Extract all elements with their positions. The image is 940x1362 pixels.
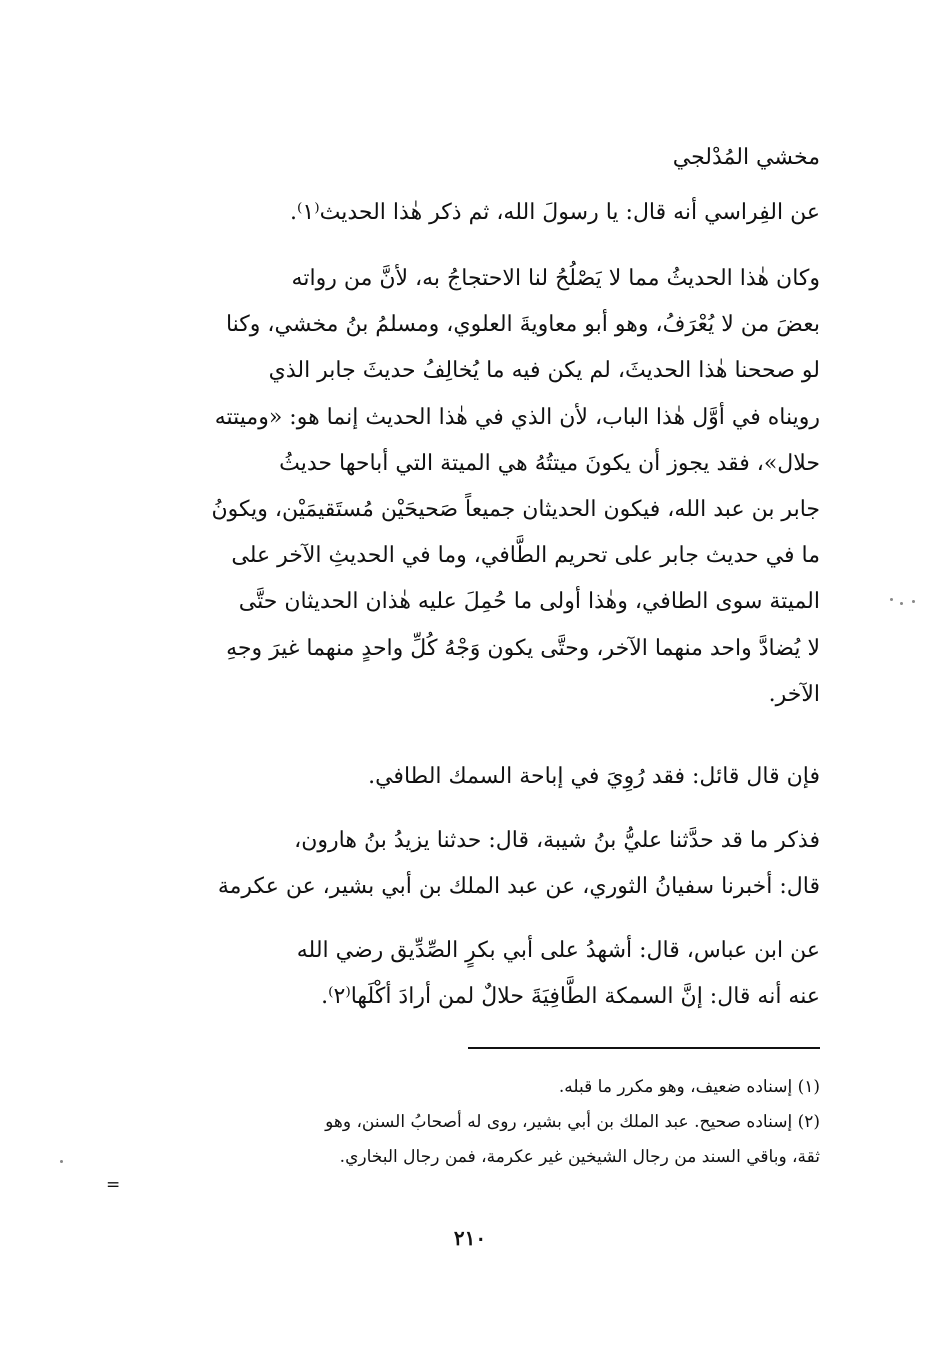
margin-speck <box>912 600 915 603</box>
footnote-2-line: ثقة، وباقي السند من رجال الشيخين غير عكرمة، فمن رجال البخاري. <box>339 1147 820 1167</box>
text-line: رويناه في أوَّل هٰذا الباب، لأن الذي في هٰذا الحديث إنما هو: «وميتته <box>214 404 820 430</box>
text-line: لا يُضادَّ واحد منهما الآخر، وحتَّى يكون وَجْهُ كُلِّ واحدٍ منهما غيرَ وجهِ <box>226 635 820 661</box>
paragraph-3 <box>108 754 820 800</box>
text-line: ما في حديث جابر على تحريم الطَّافي، وما في الحديثِ الآخر على <box>231 543 820 569</box>
page-number: ٢١٠ <box>453 1226 487 1250</box>
footnote-divider <box>468 1047 820 1049</box>
text-line: فذكر ما قد حدَّثنا عليُّ بنُ شيبة، قال: حدثنا يزيدُ بنُ هارون، <box>294 828 820 853</box>
paragraph-4 <box>108 818 820 910</box>
margin-speck <box>60 1160 63 1163</box>
margin-speck <box>890 598 893 601</box>
text-line: عن ابن عباس، قال: أشهدُ على أبي بكرٍ الصِّدِّيق رضي الله <box>296 938 820 963</box>
text-line: حلال»، فقد يجوز أن يكونَ ميتتُهُ هي الميتة التي أباحها حديثُ <box>279 450 820 476</box>
text-line: فإن قال قائل: فقد رُوِيَ في إباحة السمك الطافي. <box>368 764 820 789</box>
continuation-mark: = <box>106 1175 121 1195</box>
footnotes <box>108 1070 820 1175</box>
text-line: عنه أنه قال: إنَّ السمكة الطَّافِيَةَ حلالٌ لمن أرادَ أكْلَها⁽٢⁾. <box>321 984 820 1010</box>
text-line: بعضَ من لا يُعْرَفُ، وهو أبو معاويةَ العلوي، ومسلمُ بنُ مخشي، وكنا <box>225 312 820 338</box>
text-line: وكان هٰذا الحديثُ مما لا يَصْلُحُ لنا الاحتجاجُ به، لأنَّ من رواته <box>291 266 820 291</box>
text-line: جابر بن عبد الله، فيكون الحديثان جميعاً صَحيحَيْن مُستَقيمَيْن، ويكونُ <box>211 496 820 522</box>
text-line: الميتة سوى الطافي، وهٰذا أولى ما حُمِلَ عليه هٰذان الحديثان حتَّى <box>238 589 820 615</box>
paragraph-1: عن الفِراسي أنه قال: يا رسولَ الله، ثم ذكر هٰذا الحديث⁽١⁾. <box>289 200 820 225</box>
text-line: الآخر. <box>768 681 820 707</box>
margin-speck <box>900 602 903 605</box>
footnote-2-line: (٢) إسناده صحيح. عبد الملك بن أبي بشير، روى له أصحابُ السنن، وهو <box>325 1112 820 1132</box>
text-line: لو صححنا هٰذا الحديثَ، لم يكن فيه ما يُخالِفُ حديثَ جابر الذي <box>268 358 820 384</box>
main-text <box>108 190 820 236</box>
running-title: مخشي المُدْلجي <box>672 145 820 170</box>
text-line: قال: أخبرنا سفيانُ الثوري، عن عبد الملك بن أبي بشير، عن عكرمة <box>217 874 820 900</box>
paragraph-5 <box>108 928 820 1020</box>
footnote-1: (١) إسناده ضعيف، وهو مكرر ما قبله. <box>558 1077 820 1097</box>
paragraph-2 <box>108 256 820 718</box>
